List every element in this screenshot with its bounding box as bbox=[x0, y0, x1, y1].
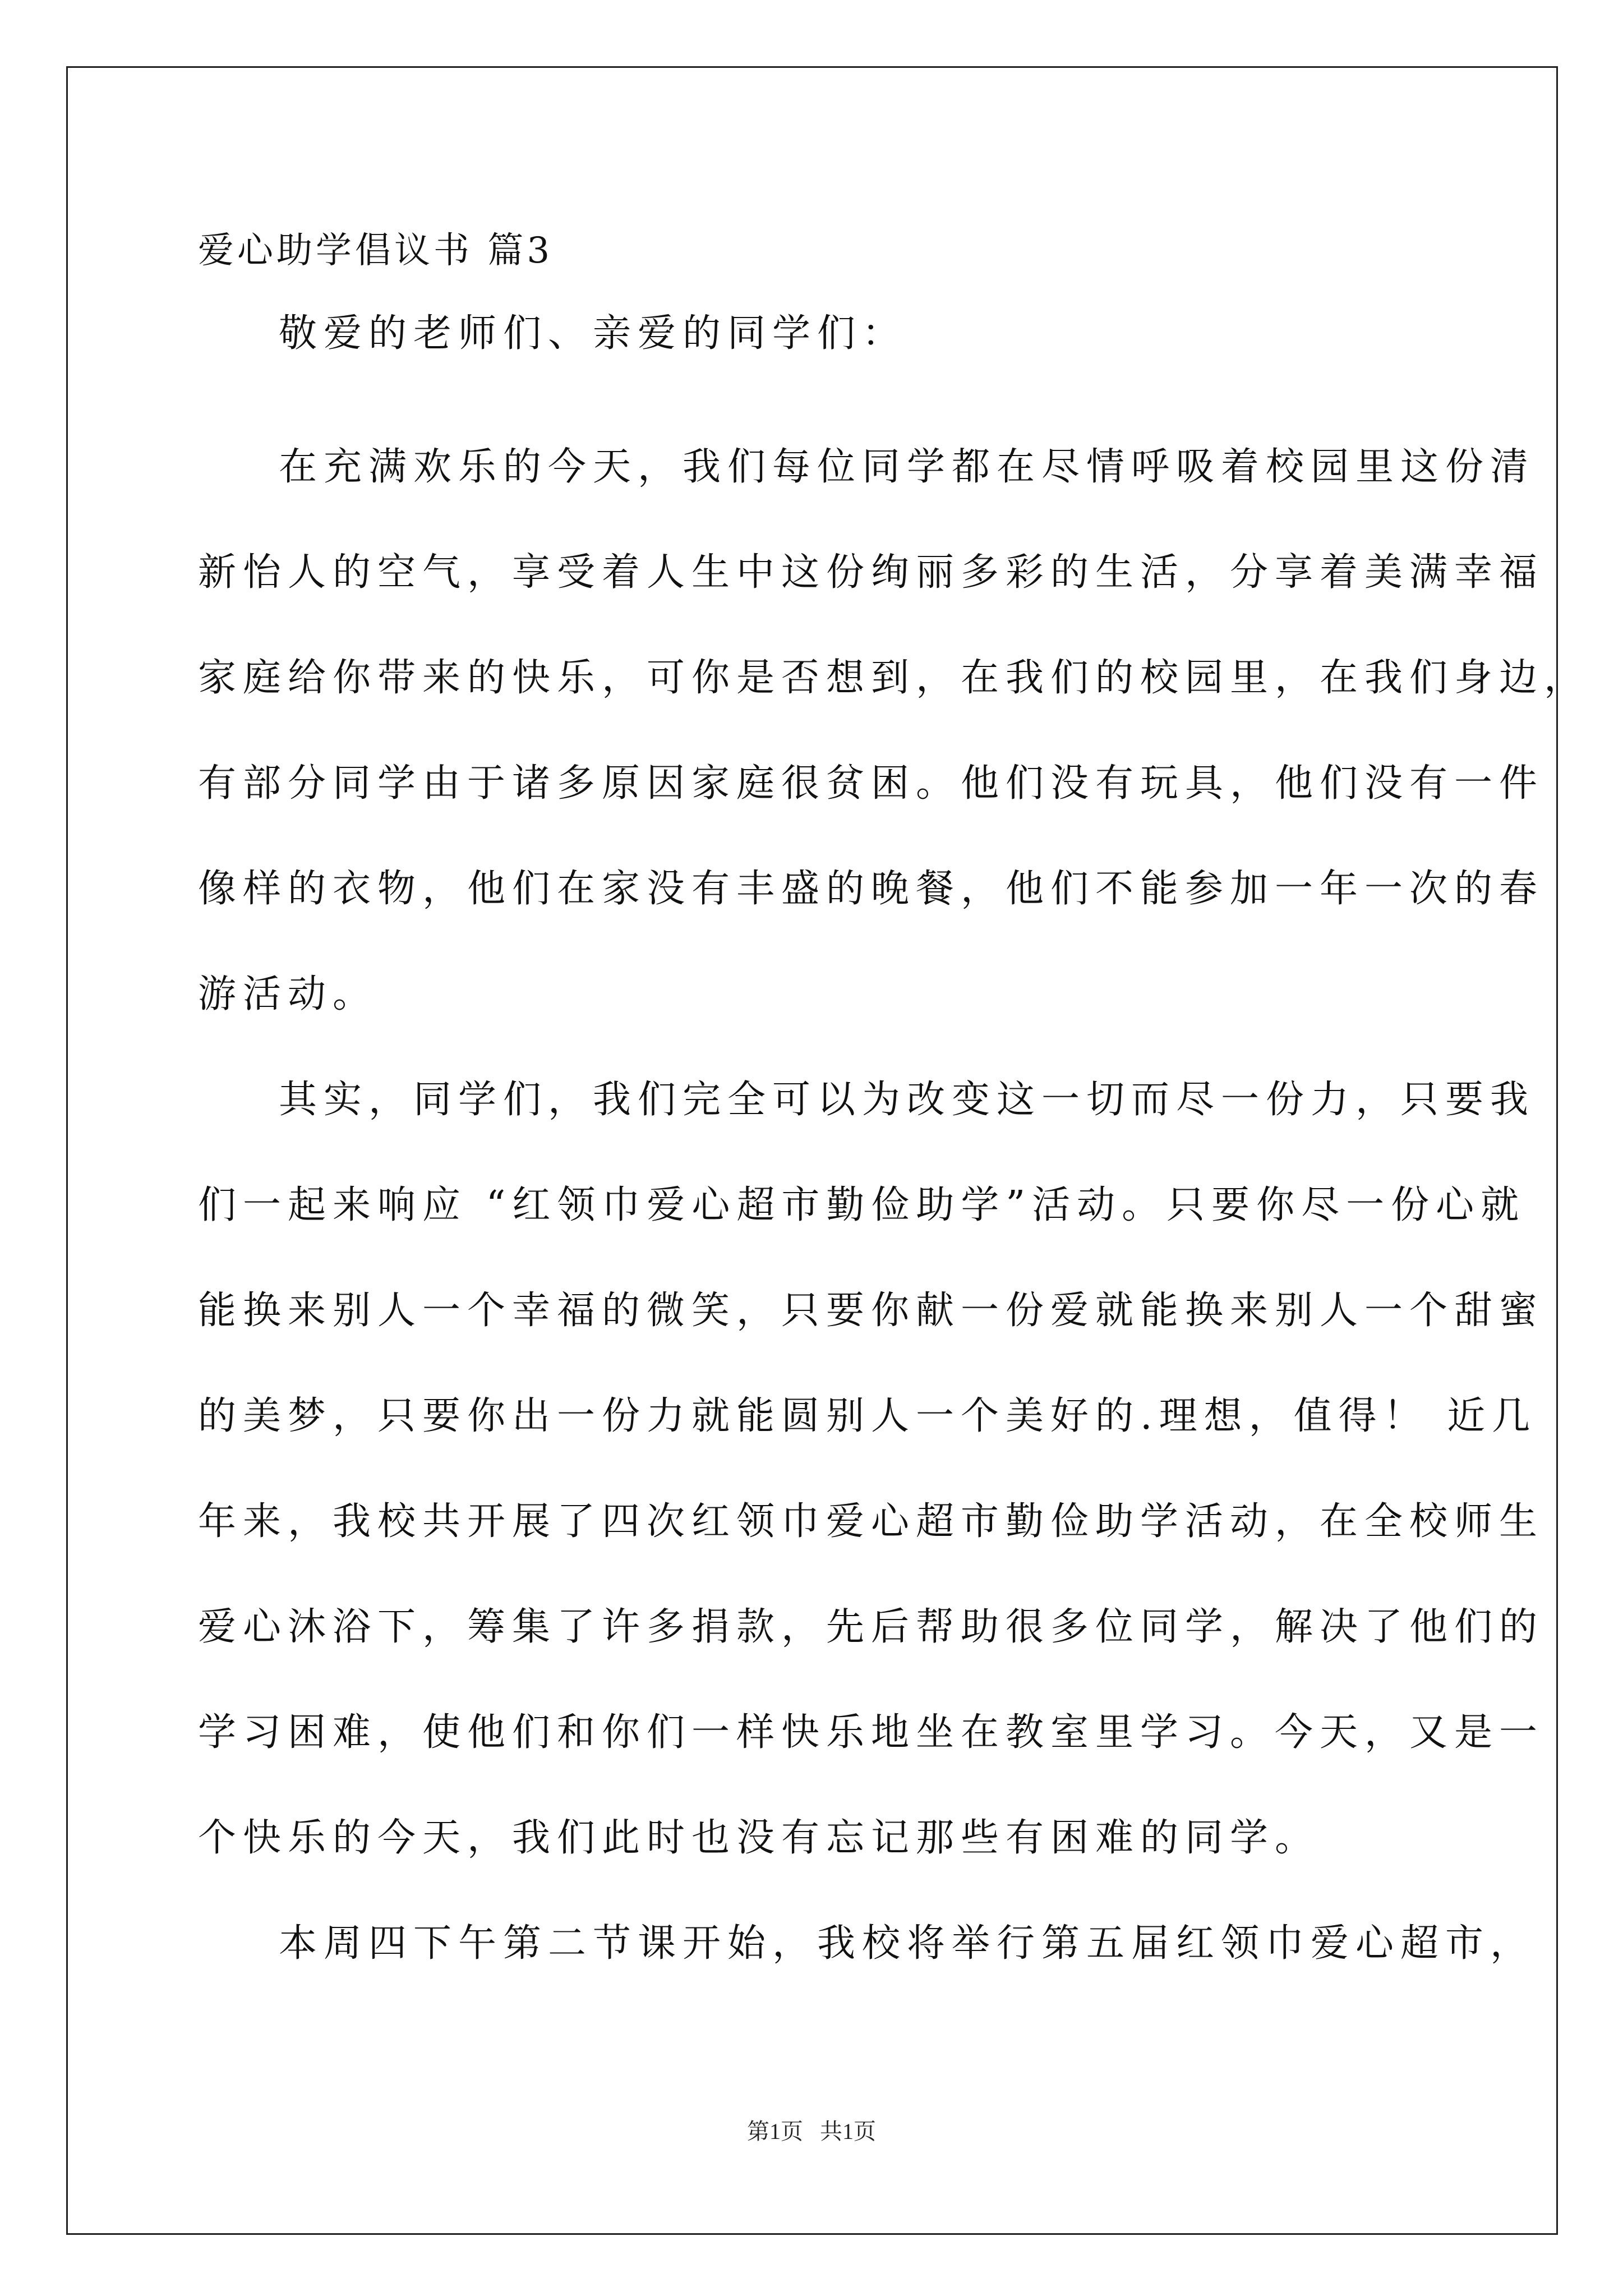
page-footer: 第1页 共1页 bbox=[747, 2119, 876, 2144]
paragraph-line: 有部分同学由于诸多原因家庭很贫困。他们没有玩具，他们没有一件 bbox=[198, 761, 1544, 806]
greeting-line: 敬爱的老师们、亲爱的同学们： bbox=[279, 311, 907, 356]
paragraph-line: 爱心沐浴下，筹集了许多捐款，先后帮助很多位同学，解决了他们的 bbox=[198, 1605, 1544, 1649]
paragraph-line: 年来，我校共开展了四次红领巾爱心超市勤俭助学活动，在全校师生 bbox=[198, 1499, 1544, 1544]
paragraph-line: 其实，同学们，我们完全可以为改变这一切而尽一份力，只要我 bbox=[279, 1078, 1536, 1122]
paragraph-line: 像样的衣物，他们在家没有丰盛的晚餐，他们不能参加一年一次的春 bbox=[198, 867, 1544, 911]
paragraph-line: 本周四下午第二节课开始，我校将举行第五届红领巾爱心超市， bbox=[279, 1921, 1536, 1966]
paragraph-line: 新怡人的空气，享受着人生中这份绚丽多彩的生活，分享着美满幸福 bbox=[198, 550, 1544, 595]
paragraph-line: 们一起来响应 “红领巾爱心超市勤俭助学”活动。只要你尽一份心就 bbox=[198, 1183, 1526, 1227]
paragraph-line: 家庭给你带来的快乐，可你是否想到，在我们的校园里，在我们身边， bbox=[198, 656, 1589, 700]
paragraph-line: 能换来别人一个幸福的微笑，只要你献一份爱就能换来别人一个甜蜜 bbox=[198, 1289, 1544, 1333]
paragraph-line: 游活动。 bbox=[198, 972, 378, 1016]
paragraph-line: 在充满欢乐的今天，我们每位同学都在尽情呼吸着校园里这份清 bbox=[279, 445, 1536, 489]
document-title: 爱心助学倡议书 篇3 bbox=[198, 230, 554, 272]
paragraph-line: 个快乐的今天，我们此时也没有忘记那些有困难的同学。 bbox=[198, 1816, 1320, 1860]
paragraph-line: 学习困难，使他们和你们一样快乐地坐在教室里学习。今天，又是一 bbox=[198, 1710, 1544, 1755]
paragraph-line: 的美梦，只要你出一份力就能圆别人一个美好的.理想，值得！ 近几 bbox=[198, 1394, 1537, 1438]
